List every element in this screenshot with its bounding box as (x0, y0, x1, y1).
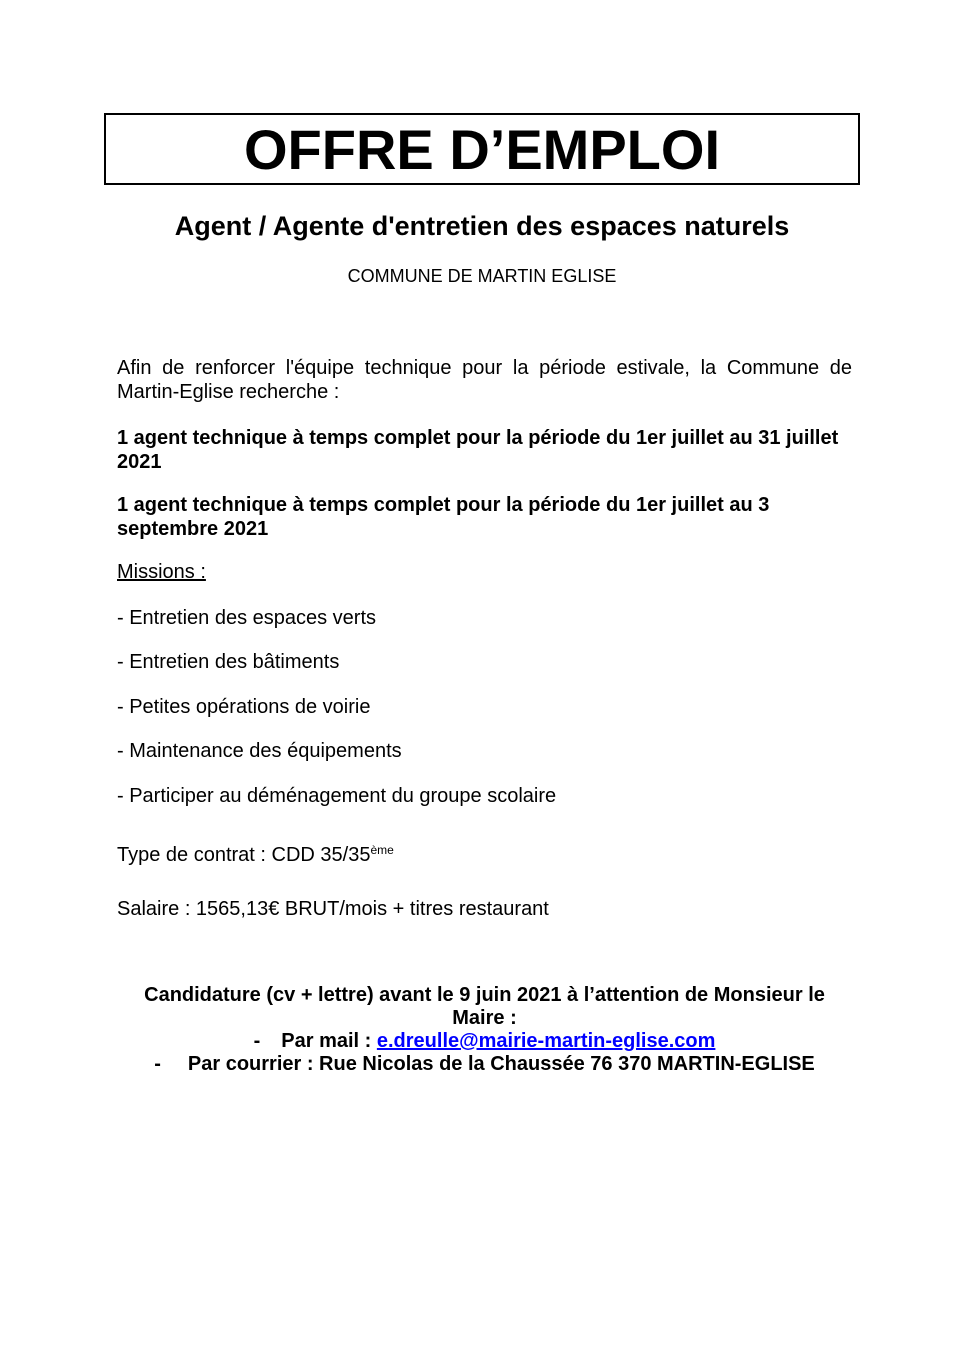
salary-line: Salaire : 1565,13€ BRUT/mois + titres restaurant (117, 897, 549, 920)
job-title: Agent / Agente d'entretien des espaces naturels (174, 211, 790, 241)
courier-text: Par courrier : Rue Nicolas de la Chaussée 76 370 MARTIN-EGLISE (187, 1053, 815, 1075)
contract-type-text: Type de contrat : CDD 35/35 (117, 844, 371, 866)
application-heading: Candidature (cv + lettre) avant le 9 juin 2021 à l’attention de Monsieur le Maire : (144, 984, 825, 1029)
contract-type-line (104, 844, 860, 868)
position-item-1: 1 agent technique à temps complet pour la période du 1er juillet au 31 juillet 2021 (117, 427, 839, 473)
mission-item-1: - Entretien des espaces verts (117, 606, 377, 629)
banner-title: OFFRE D’EMPLOI (244, 117, 720, 181)
document-content (104, 113, 860, 1076)
mission-item-5: - Participer au déménagement du groupe scolaire (117, 784, 557, 807)
mail-label: Par mail : (281, 1030, 377, 1052)
courier-dash: - (154, 1053, 161, 1075)
mail-dash: - (253, 1030, 261, 1052)
missions-heading: Missions : (117, 561, 206, 583)
organization-name: COMMUNE DE MARTIN EGLISE (347, 266, 617, 286)
mission-item-2: - Entretien des bâtiments (117, 651, 340, 673)
application-courier-line (104, 1053, 860, 1076)
mission-item-4: - Maintenance des équipements (117, 740, 402, 762)
mission-item-3: - Petites opérations de voirie (117, 695, 371, 718)
contract-superscript: ème (370, 843, 394, 857)
title-banner-box (104, 113, 860, 185)
position-item-2: 1 agent technique à temps complet pour la période du 1er juillet au 3 septembre 2021 (117, 494, 770, 540)
email-link[interactable]: e.dreulle@mairie-martin-eglise.com (376, 1030, 716, 1052)
intro-paragraph: Afin de renforcer l'équipe technique pour la période estivale, la Commune de Martin-Eglise recherche : (117, 357, 852, 403)
application-mail-line (104, 1030, 860, 1053)
